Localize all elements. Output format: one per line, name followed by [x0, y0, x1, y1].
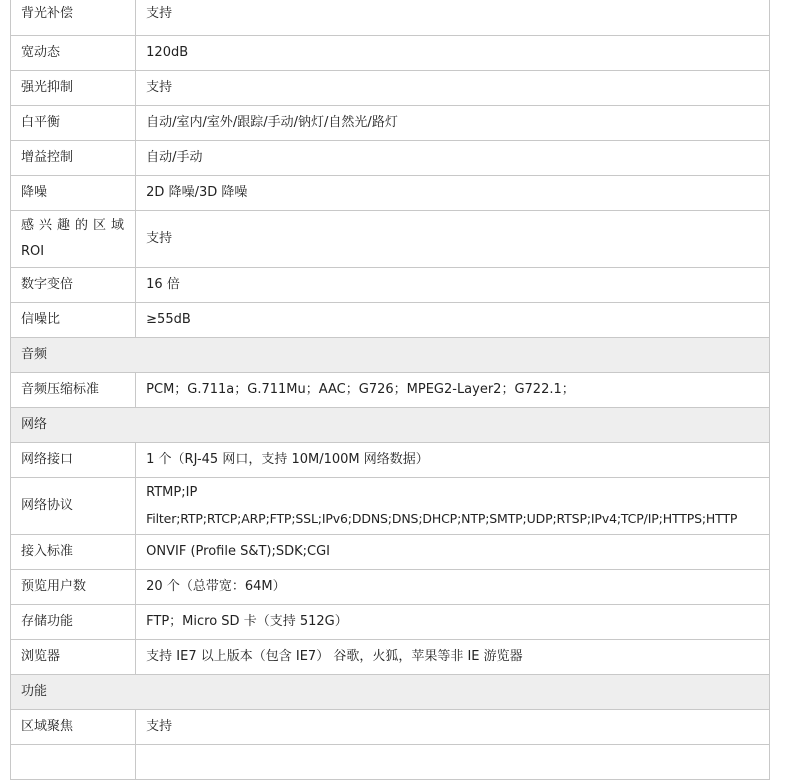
- spec-value: ≥55dB: [136, 303, 770, 338]
- table-row: [11, 176, 770, 211]
- spec-value: 支持: [136, 710, 770, 745]
- table-row: [11, 303, 770, 338]
- spec-label: 降噪: [11, 176, 136, 211]
- spec-value: 2D 降噪/3D 降噪: [136, 176, 770, 211]
- section-title: 网络: [11, 408, 770, 443]
- spec-label: 白平衡: [11, 106, 136, 141]
- spec-label: 信噪比: [11, 303, 136, 338]
- table-row: [11, 478, 770, 535]
- spec-value: 支持: [136, 211, 770, 268]
- table-row: [11, 443, 770, 478]
- spec-label: 背光补偿: [11, 0, 136, 36]
- spec-value-line-1: RTMP;IP: [146, 485, 198, 500]
- table-row: [11, 36, 770, 71]
- spec-label: 浏览器: [11, 640, 136, 675]
- spec-value: 支持 IE7 以上版本（包含 IE7） 谷歌，火狐，苹果等非 IE 游览器: [136, 640, 770, 675]
- spec-label: 增益控制: [11, 141, 136, 176]
- spec-label: 数字变倍: [11, 268, 136, 303]
- spec-value: 16 倍: [136, 268, 770, 303]
- spec-label: [11, 211, 136, 268]
- spec-value: 支持: [136, 0, 770, 36]
- spec-table: [10, 0, 770, 780]
- spec-value: 120dB: [136, 36, 770, 71]
- spec-value: ONVIF (Profile S&T);SDK;CGI: [136, 535, 770, 570]
- table-row: [11, 211, 770, 268]
- spec-label: 接入标准: [11, 535, 136, 570]
- table-row: [11, 535, 770, 570]
- spec-value: 20 个（总带宽：64M）: [136, 570, 770, 605]
- spec-value: FTP；Micro SD 卡（支持 512G）: [136, 605, 770, 640]
- table-row: [11, 710, 770, 745]
- spec-value: [136, 745, 770, 780]
- spec-label: [11, 745, 136, 780]
- spec-value: PCM；G.711a；G.711Mu；AAC；G726；MPEG2-Layer2；G722.1；: [136, 373, 770, 408]
- table-row: [11, 141, 770, 176]
- table-row: [11, 0, 770, 36]
- table-row: [11, 106, 770, 141]
- section-header-row: [11, 338, 770, 373]
- spec-value: [136, 478, 770, 535]
- table-row: [11, 605, 770, 640]
- spec-label: 预览用户数: [11, 570, 136, 605]
- section-header-row: [11, 675, 770, 710]
- section-title: 功能: [11, 675, 770, 710]
- spec-label-line-1: 感兴趣的区域: [21, 218, 130, 233]
- table-row: [11, 268, 770, 303]
- table-row: [11, 745, 770, 780]
- spec-label: 强光抑制: [11, 71, 136, 106]
- table-row: [11, 570, 770, 605]
- spec-value: 支持: [136, 71, 770, 106]
- spec-value: 1 个（RJ-45 网口，支持 10M/100M 网络数据）: [136, 443, 770, 478]
- spec-value-line-2: Filter;RTP;RTCP;ARP;FTP;SSL;IPv6;DDNS;DNS;DHCP;NTP;SMTP;UDP;RTSP;IPv4;TCP/IP;HTTPS;HTTP: [146, 511, 738, 526]
- section-title: 音频: [11, 338, 770, 373]
- table-row: [11, 71, 770, 106]
- spec-label: 网络接口: [11, 443, 136, 478]
- spec-label: 宽动态: [11, 36, 136, 71]
- table-row: [11, 640, 770, 675]
- section-header-row: [11, 408, 770, 443]
- spec-value: 自动/手动: [136, 141, 770, 176]
- spec-value: 自动/室内/室外/跟踪/手动/钠灯/自然光/路灯: [136, 106, 770, 141]
- spec-label: 音频压缩标准: [11, 373, 136, 408]
- spec-label-line-2: ROI: [21, 244, 45, 259]
- spec-label: 网络协议: [11, 478, 136, 535]
- spec-label: 区域聚焦: [11, 710, 136, 745]
- table-row: [11, 373, 770, 408]
- spec-label: 存储功能: [11, 605, 136, 640]
